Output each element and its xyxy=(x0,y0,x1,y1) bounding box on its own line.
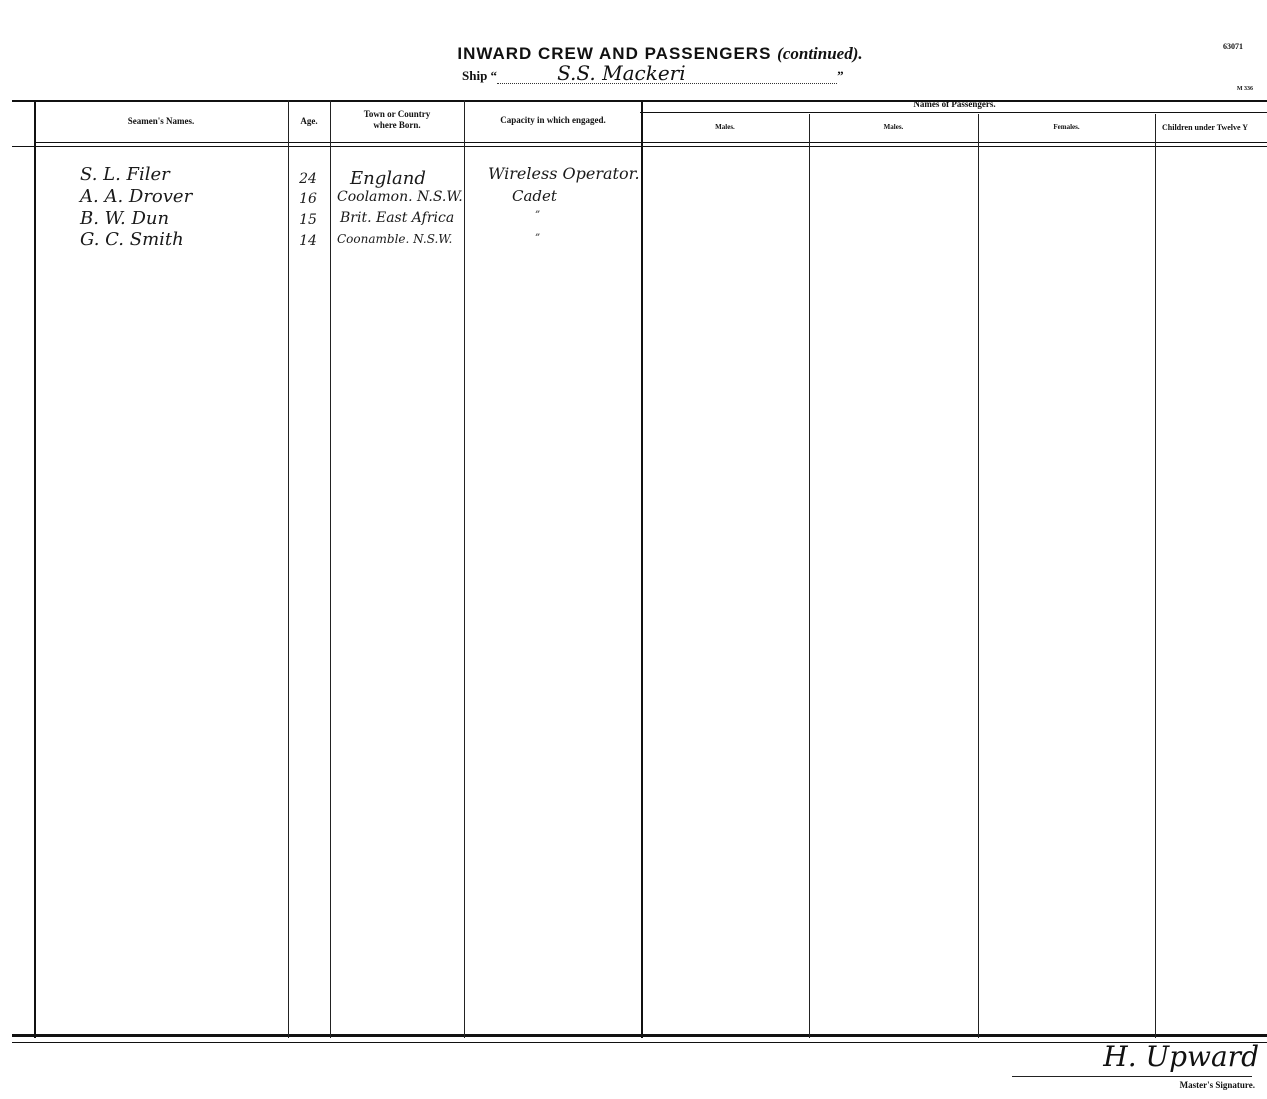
header-town-line2: where Born. xyxy=(373,120,421,130)
table-bottom-rule-2 xyxy=(12,1042,1267,1043)
row-4-age: 14 xyxy=(299,233,317,249)
col-rule-males2 xyxy=(809,114,810,1038)
header-females: Females. xyxy=(1053,123,1080,131)
header-passengers-group: Names of Passengers. xyxy=(913,99,996,109)
form-code: 63071 xyxy=(1223,42,1243,51)
header-bottom-rule xyxy=(34,142,1267,143)
header-capacity: Capacity in which engaged. xyxy=(500,115,606,125)
row-2-age: 16 xyxy=(299,191,317,207)
row-3-age: 15 xyxy=(299,212,317,228)
passenger-group-rule xyxy=(640,112,1267,113)
col-rule-town xyxy=(330,100,331,1038)
title-text: INWARD CREW AND PASSENGERS xyxy=(457,44,772,63)
master-signature: H. Upward xyxy=(1103,1040,1259,1073)
signature-line xyxy=(1012,1076,1252,1077)
row-2-name: A. A. Drover xyxy=(80,186,193,207)
table-bottom-rule xyxy=(12,1034,1267,1037)
col-rule-children xyxy=(1155,114,1156,1038)
row-2-town: Coolamon. N.S.W. xyxy=(337,189,463,205)
header-children: Children under Twelve Y xyxy=(1162,123,1249,132)
form-code-secondary: M 336 xyxy=(1236,86,1253,92)
row-1-town: England xyxy=(350,168,426,189)
row-4-capacity: ” xyxy=(535,233,541,244)
header-age: Age. xyxy=(300,116,318,126)
ship-close: ” xyxy=(837,68,844,83)
ship-field xyxy=(462,61,844,85)
row-1-age: 24 xyxy=(299,171,317,187)
header-seamen-names: Seamen's Names. xyxy=(127,116,195,126)
title-suffix: (continued). xyxy=(777,44,863,63)
row-3-name: B. W. Dun xyxy=(80,208,170,229)
col-rule-capacity xyxy=(464,100,465,1038)
header-town-line1: Town or Country xyxy=(363,109,431,119)
row-4-town: Coonamble. N.S.W. xyxy=(337,232,453,246)
col-rule-passengers xyxy=(641,100,643,1038)
row-1-capacity: Wireless Operator. xyxy=(488,164,640,183)
ship-name: S.S. Mackeri xyxy=(557,61,686,85)
row-1-name: S. L. Filer xyxy=(80,164,170,185)
ship-line xyxy=(497,61,837,85)
header-males-1: Males. xyxy=(715,123,735,131)
row-2-capacity: Cadet xyxy=(512,187,557,205)
header-bottom-rule-2 xyxy=(12,146,1267,147)
header-town xyxy=(332,109,462,131)
row-3-town: Brit. East Africa xyxy=(340,210,455,226)
signature-label: Master's Signature. xyxy=(1179,1080,1255,1090)
ship-label: Ship “ xyxy=(462,68,498,83)
header-males-2: Males. xyxy=(883,123,904,131)
col-rule-females xyxy=(978,114,979,1038)
col-rule-left xyxy=(34,100,36,1038)
row-4-name: G. C. Smith xyxy=(80,229,184,250)
row-3-capacity: ” xyxy=(535,210,541,221)
